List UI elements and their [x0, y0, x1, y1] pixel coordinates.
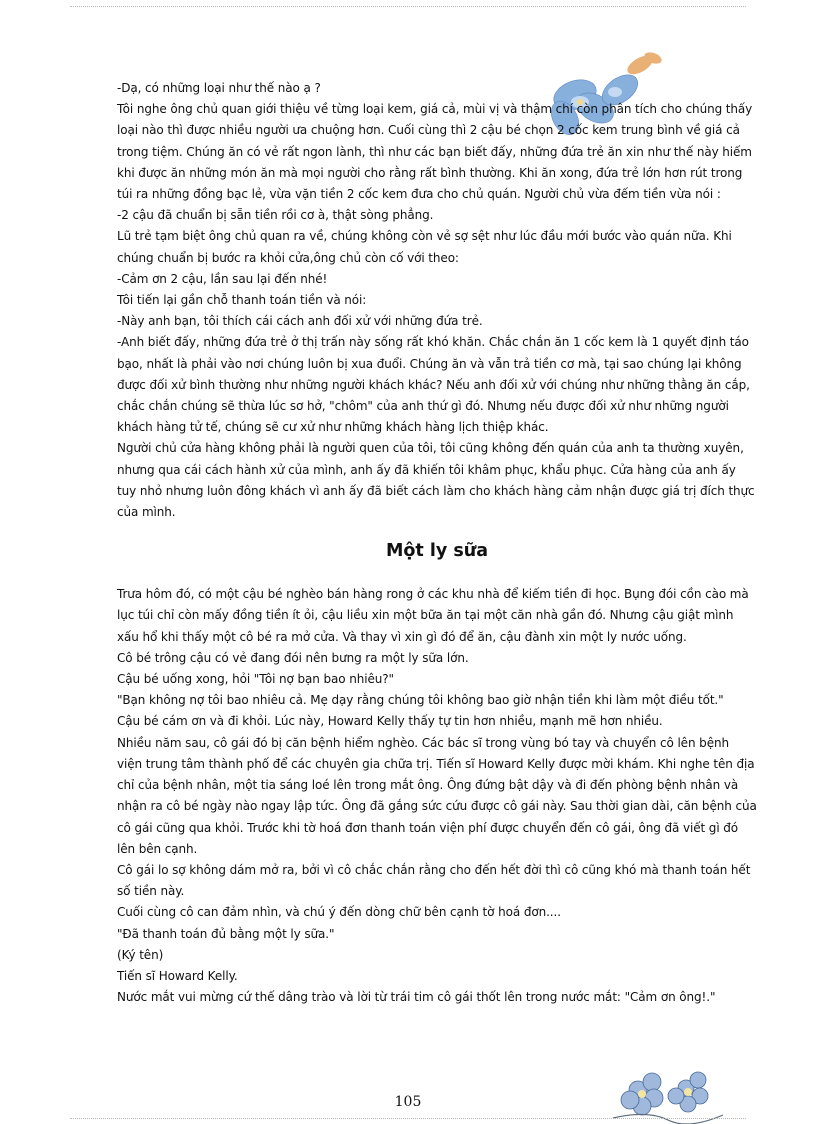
paragraph: (Ký tên)	[117, 947, 164, 962]
forget-me-not-icon	[608, 1060, 728, 1124]
paragraph: "Đã thanh toán đủ bằng một ly sữa."	[117, 926, 335, 941]
paragraph: -Dạ, có những loại như thế nào ạ ?	[117, 81, 321, 95]
paragraph: -Anh biết đấy, những đứa trẻ ở thị trấn này sống rất khó khăn. Chắc chắn ăn 1 cốc kem là 1 quyết định táo bạo, nhất là phải vào nơi chúng luôn bị xua đuổi. Chúng ăn và vẫn trả tiền cơ mà, tại sao chúng lại không được đối xử bình thường như những người khách khác? Nếu anh đối xử với chúng như những thằng ăn cắp, chắc chắn chúng sẽ thừa lúc sơ hở, "chôm" của anh thứ gì đó. Nhưng nếu được đối xử như những người khách hàng tử tế, chúng sẽ cư xử như những khách hàng lịch thiệp khác.	[117, 335, 750, 435]
page-number: 105	[394, 1094, 422, 1110]
paragraph: Nhiều năm sau, cô gái đó bị căn bệnh hiểm nghèo. Các bác sĩ trong vùng bó tay và chuyển cô lên bệnh viện trung tâm thành phố để các chuyên gia chữa trị. Tiến sĩ Howard Kelly được mời khám. Khi nghe tên địa chỉ của bệnh nhân, một tia sáng loé lên trong mắt ông. Ông đứng bật dậy và đi đến phòng bệnh nhân và nhận ra cô bé ngày nào ngay lập tức. Ông đã gắng sức cứu được cô gái này. Sau thời gian dài, căn bệnh của cô gái cũng qua khỏi. Trước khi tờ hoá đơn thanh toán viện phí được chuyển đến cô gái, ông đã viết gì đó lên bên cạnh.	[117, 735, 757, 856]
paragraph: Cuối cùng cô can đảm nhìn, và chú ý đến dòng chữ bên cạnh tờ hoá đơn....	[117, 905, 561, 920]
paragraph: Tôi nghe ông chủ quan giới thiệu về từng loại kem, giá cả, mùi vị và thậm chí còn phân tích cho chúng thấy loại nào thì được nhiều người ưa chuộng hơn. Cuối cùng thì 2 cậu bé chọn 2 cốc kem trung bình về giá cả trong tiệm. Chúng ăn có vẻ rất ngon lành, thì như các bạn biết đấy, những đứa trẻ ăn xin như thế này hiếm khi được ăn những món ăn mà mọi người cho rằng rất bình thường. Khi ăn xong, đứa trẻ lớn hơn rút trong túi ra những đồng bạc lẻ, vừa vặn tiền 2 cốc kem đưa cho chủ quán. Người chủ vừa đếm tiền vừa nói :	[117, 102, 753, 202]
bottom-dotted-rule	[70, 1118, 746, 1119]
story-title: Một ly sữa	[385, 541, 489, 562]
top-dotted-rule	[70, 6, 746, 7]
paragraph: Lũ trẻ tạm biệt ông chủ quan ra về, chúng không còn vẻ sợ sệt như lúc đầu mới bước vào quán nữa. Khi chúng chuẩn bị bước ra khỏi cửa,ông chủ còn cố với theo:	[117, 229, 732, 265]
paragraph: Nước mắt vui mừng cứ thế dâng trào và lời từ trái tim cô gái thốt lên trong nước mắt: "Cảm ơn ông!."	[117, 990, 716, 1005]
paragraph: Tôi tiến lại gần chỗ thanh toán tiền và nói:	[117, 293, 367, 308]
paragraph: Tiến sĩ Howard Kelly.	[117, 968, 238, 983]
paragraph: Người chủ cửa hàng không phải là người quen của tôi, tôi cũng không đến quán của anh ta thường xuyên, nhưng qua cái cách hành xử của mình, anh ấy đã khiến tôi khâm phục, khẩu phục. Cửa hàng của anh ấy tuy nhỏ nhưng luôn đông khách vì anh ấy đã biết cách làm cho khách hàng cảm nhận được giá trị đích thực của mình.	[117, 441, 755, 520]
document-body	[117, 78, 757, 1008]
paragraph: -2 cậu đã chuẩn bị sẵn tiền rồi cơ à, thật sòng phẳng.	[117, 208, 434, 223]
paragraph: Cô gái lo sợ không dám mở ra, bởi vì cô chắc chắn rằng cho đến hết đời thì cô cũng khó mà thanh toán hết số tiền này.	[117, 862, 751, 899]
paragraph: "Bạn không nợ tôi bao nhiêu cả. Mẹ dạy rằng chúng tôi không bao giờ nhận tiền khi làm một điều tốt."	[117, 693, 724, 708]
paragraph: Cậu bé uống xong, hỏi "Tôi nợ bạn bao nhiêu?"	[117, 672, 394, 687]
paragraph: Cô bé trông cậu có vẻ đang đói nên bưng ra một ly sữa lớn.	[117, 650, 469, 665]
paragraph: Cậu bé cám ơn và đi khỏi. Lúc này, Howard Kelly thấy tự tin hơn nhiều, mạnh mẽ hơn nhiều.	[117, 714, 663, 729]
paragraph: -Cảm ơn 2 cậu, lần sau lại đến nhé!	[117, 271, 328, 286]
paragraph: Trưa hôm đó, có một cậu bé nghèo bán hàng rong ở các khu nhà để kiếm tiền đi học. Bụng đói cồn cào mà lục túi chỉ còn mấy đồng tiền ít ỏi, cậu liều xin một bữa ăn tại một căn nhà gần đó. Nhưng cậu giật mình xấu hổ khi thấy một cô bé ra mở cửa. Và thay vì xin gì đó để ăn, cậu đành xin một ly nước uống.	[117, 587, 749, 644]
paragraph: -Này anh bạn, tôi thích cái cách anh đối xử với những đứa trẻ.	[117, 314, 483, 329]
